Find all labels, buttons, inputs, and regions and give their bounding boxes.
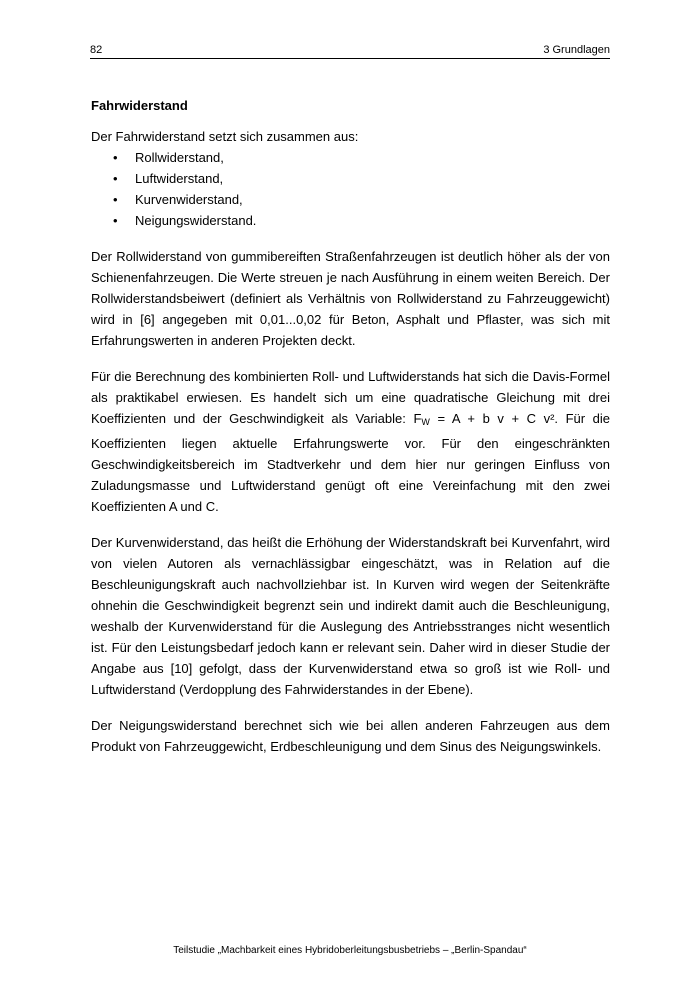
bullet-icon: • xyxy=(113,150,118,165)
bullet-icon: • xyxy=(113,171,118,186)
list-item: • Neigungswiderstand. xyxy=(91,210,610,231)
davis-formula: $F_W = A + b$ v + C v². xyxy=(413,411,559,427)
page-footer: Teilstudie „Machbarkeit eines Hybridoberleitungsbusbetriebs – „Berlin-Spandau“ xyxy=(173,945,527,956)
intro-text: Der Fahrwiderstand setzt sich zusammen aus: xyxy=(91,129,359,144)
main-content xyxy=(91,97,610,757)
page-header xyxy=(90,44,610,59)
bullet-icon: • xyxy=(113,213,118,228)
page-number: 82 xyxy=(90,44,103,56)
list-item: • Rollwiderstand, xyxy=(91,147,610,168)
paragraph-davis-formel: Für die Berechnung des kombinierten Roll- und Luftwiderstands hat sich die Davis-Formel als praktikabel erwiesen. Es handelt sich um eine quadratische Gleichung mit drei Koeffizienten und der Geschwindigkeit als Variable: $F_W = A + b$ v + C v². Für die Koeffizienten liegen aktuelle Erfahrungswerte vor. Für den eingeschränkten Geschwindigkeitsbereich im Stadtverkehr und dem hier nur geringen Einfluss von Zuladungsmasse und Luftwiderstand genügt oft eine Vereinfachung mit den zwei Koeffizienten A und C. xyxy=(91,369,610,514)
bullet-icon: • xyxy=(113,192,118,207)
resistance-list xyxy=(91,147,610,231)
paragraph-kurvenwiderstand: Der Kurvenwiderstand, das heißt die Erhöhung der Widerstandskraft bei Kurvenfahrt, wird von vielen Autoren als vernachlässigbar eingeschätzt, was in Relation auf die Beschleunigungskraft auch nachvollziehbar ist. In Kurven wird wegen der Seitenkräfte ohnehin die Geschwindigkeit begrenzt sein und indirekt damit auch die Beschleunigung, weshalb der Kurvenwiderstand für die Auslegung des Antriebsstranges nicht wesentlich ist. Für den Leistungsbedarf jedoch kann er relevant sein. Daher wird in dieser Studie der Angabe aus [10] gefolgt, dass der Kurvenwiderstand etwa so groß ist wie Roll- und Luftwiderstand (Verdopplung des Fahrwiderstandes in der Ebene). xyxy=(91,535,610,697)
list-item: • Kurvenwiderstand, xyxy=(91,189,610,210)
chapter-title: 3 Grundlagen xyxy=(543,44,610,56)
paragraph-neigungswiderstand: Der Neigungswiderstand berechnet sich wie bei allen anderen Fahrzeugen aus dem Produkt von Fahrzeuggewicht, Erdbeschleunigung und dem Sinus des Neigungswinkels. xyxy=(91,718,610,754)
section-title: Fahrwiderstand xyxy=(91,98,188,113)
paragraph-rollwiderstand: Der Rollwiderstand von gummibereiften Straßenfahrzeugen ist deutlich höher als der von Schienenfahrzeugen. Die Werte streuen je nach Ausführung in einem weiten Bereich. Der Rollwiderstandsbeiwert (definiert als Verhältnis von Rollwiderstand zu Fahrzeuggewicht) wird in [6] angegeben mit 0,01...0,02 für Beton, Asphalt und Pflaster, was sich mit Erfahrungswerten in anderen Projekten deckt. xyxy=(91,249,610,348)
list-item: • Luftwiderstand, xyxy=(91,168,610,189)
